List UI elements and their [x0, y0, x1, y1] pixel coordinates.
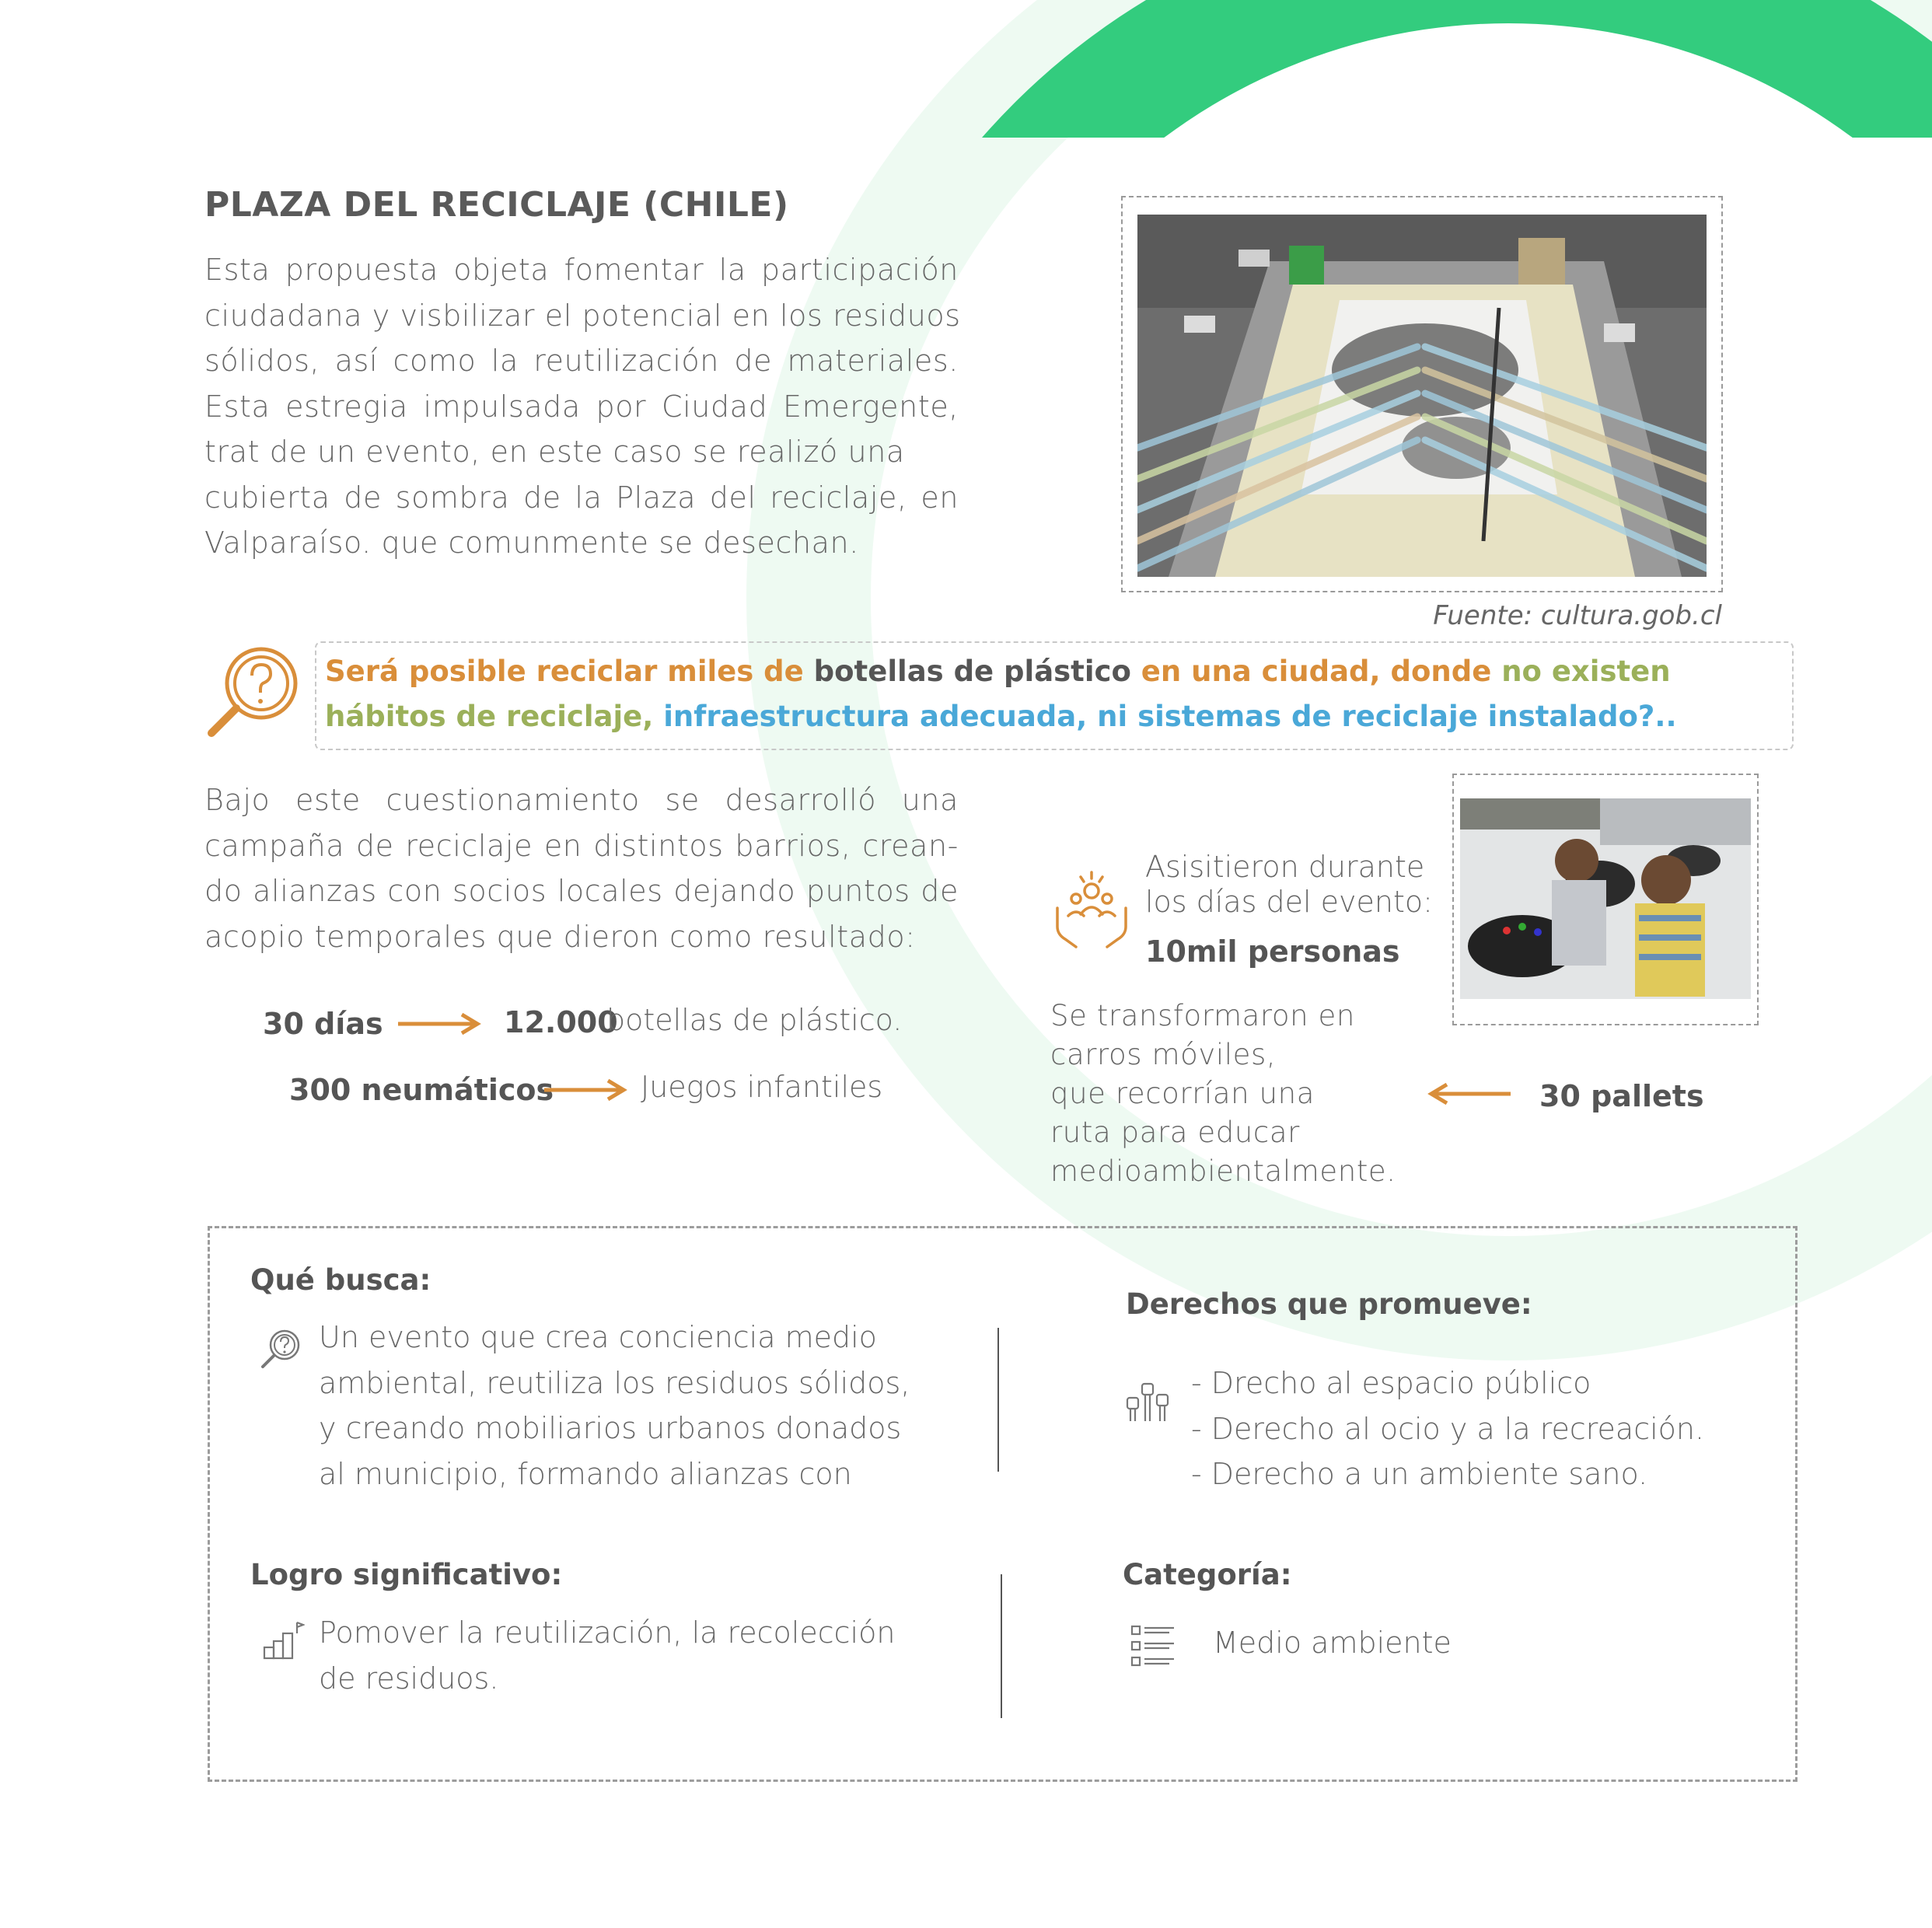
- question-part: en una ciudad, donde: [1130, 655, 1502, 688]
- intro-line: Esta estregia impulsada por Ciudad Emergente,: [204, 389, 959, 424]
- derechos-line: - Drecho al espacio público: [1191, 1366, 1591, 1400]
- question-part: no existen hábitos de reciclaje,: [325, 655, 1671, 733]
- result-bottles-label: botellas de plástico.: [606, 1003, 903, 1037]
- busca-line: ambiental, reutiliza los residuos sólidos,: [319, 1365, 910, 1400]
- attendance-line: los días del evento:: [1145, 885, 1433, 919]
- kids-photo-frame: [1452, 774, 1759, 1025]
- derechos-text: [1191, 1360, 1704, 1497]
- main-photo-frame: [1121, 196, 1723, 592]
- logro-text: [319, 1610, 895, 1701]
- stairs-flag-icon: [261, 1619, 305, 1663]
- arrow-right-icon: [543, 1078, 628, 1102]
- panel-divider: [1001, 1574, 1002, 1718]
- kids-photo: [1460, 798, 1751, 999]
- campaign-paragraph: [204, 777, 959, 959]
- busca-line: y creando mobiliarios urbanos donados: [319, 1411, 902, 1445]
- magnifier-question-icon: [204, 643, 303, 742]
- intro-line: Esta propuesta objeta fomentar la participación: [204, 253, 959, 287]
- attendance-line: Asisitieron durante: [1145, 850, 1425, 884]
- intro-line: Valparaíso. que comunmente se desechan.: [204, 526, 859, 560]
- derechos-line: - Derecho al ocio y a la recreación.: [1191, 1411, 1705, 1446]
- result-games: Juegos infantiles: [641, 1070, 883, 1104]
- intro-paragraph: [204, 247, 959, 566]
- logro-line: de residuos.: [319, 1661, 499, 1696]
- transform-line: medioambientalmente.: [1050, 1154, 1396, 1188]
- result-tires: 300 neumáticos: [289, 1073, 554, 1107]
- photo-caption: Fuente: cultura.gob.cl: [1433, 600, 1722, 631]
- raised-fists-icon: [1124, 1379, 1171, 1426]
- result-bottles-count: 12.000: [504, 1005, 618, 1039]
- question-part: botellas de plástico: [813, 655, 1131, 688]
- intro-line: trat de un evento, en este caso se realizó una: [204, 435, 905, 469]
- busca-line: Un evento que crea conciencia medio: [319, 1320, 877, 1354]
- intro-line: cubierta de sombra de la Plaza del reciclaje, en: [204, 480, 959, 515]
- transform-line: Se transformaron en: [1050, 999, 1355, 1032]
- panel-divider: [997, 1328, 999, 1472]
- list-icon: [1130, 1623, 1176, 1668]
- busca-line: al municipio, formando alianzas con: [319, 1456, 852, 1491]
- derechos-line: - Derecho a un ambiente sano.: [1191, 1457, 1648, 1491]
- intro-line: ciudadana y visbilizar el potencial en los residuos: [204, 298, 961, 333]
- derechos-title: Derechos que promueve:: [1126, 1287, 1532, 1321]
- logro-line: Pomover la reutilización, la recolección: [319, 1615, 896, 1650]
- busca-title: Qué busca:: [250, 1263, 431, 1297]
- campaign-line: acopio temporales que dieron como resultado:: [204, 919, 916, 954]
- plaza-photo: [1137, 215, 1707, 577]
- arrow-right-icon: [397, 1012, 482, 1036]
- categoria-value: Medio ambiente: [1213, 1626, 1452, 1660]
- magnifier-question-icon: [260, 1328, 303, 1371]
- busca-text: [319, 1315, 910, 1497]
- intro-line: sólidos, así como la reutilización de materiales.: [204, 344, 959, 378]
- transform-line: que recorrían una: [1050, 1077, 1315, 1110]
- pallets-value: 30 pallets: [1539, 1079, 1704, 1113]
- question-part: Será posible reciclar miles de: [325, 655, 814, 688]
- campaign-line: do alianzas con socios locales dejando puntos de: [204, 874, 959, 908]
- transform-paragraph: [1050, 997, 1396, 1191]
- categoria-title: Categoría:: [1123, 1558, 1292, 1591]
- logro-title: Logro significativo:: [250, 1558, 563, 1591]
- transform-line: carros móviles,: [1050, 1038, 1277, 1071]
- transform-line: ruta para educar: [1050, 1116, 1300, 1149]
- arrow-left-icon: [1427, 1082, 1512, 1105]
- page-title: PLAZA DEL RECICLAJE (CHILE): [204, 185, 789, 225]
- question-part: infraestructura adecuada, ni sistemas de reciclaje instalado?..: [653, 700, 1677, 733]
- community-hands-icon: [1051, 869, 1132, 950]
- attendance-value: 10mil personas: [1145, 934, 1400, 969]
- question-text: [325, 649, 1787, 739]
- campaign-line: campaña de reciclaje en distintos barrios, crean-: [204, 828, 959, 863]
- result-days: 30 días: [263, 1007, 383, 1041]
- campaign-line: Bajo este cuestionamiento se desarrolló una: [204, 783, 959, 817]
